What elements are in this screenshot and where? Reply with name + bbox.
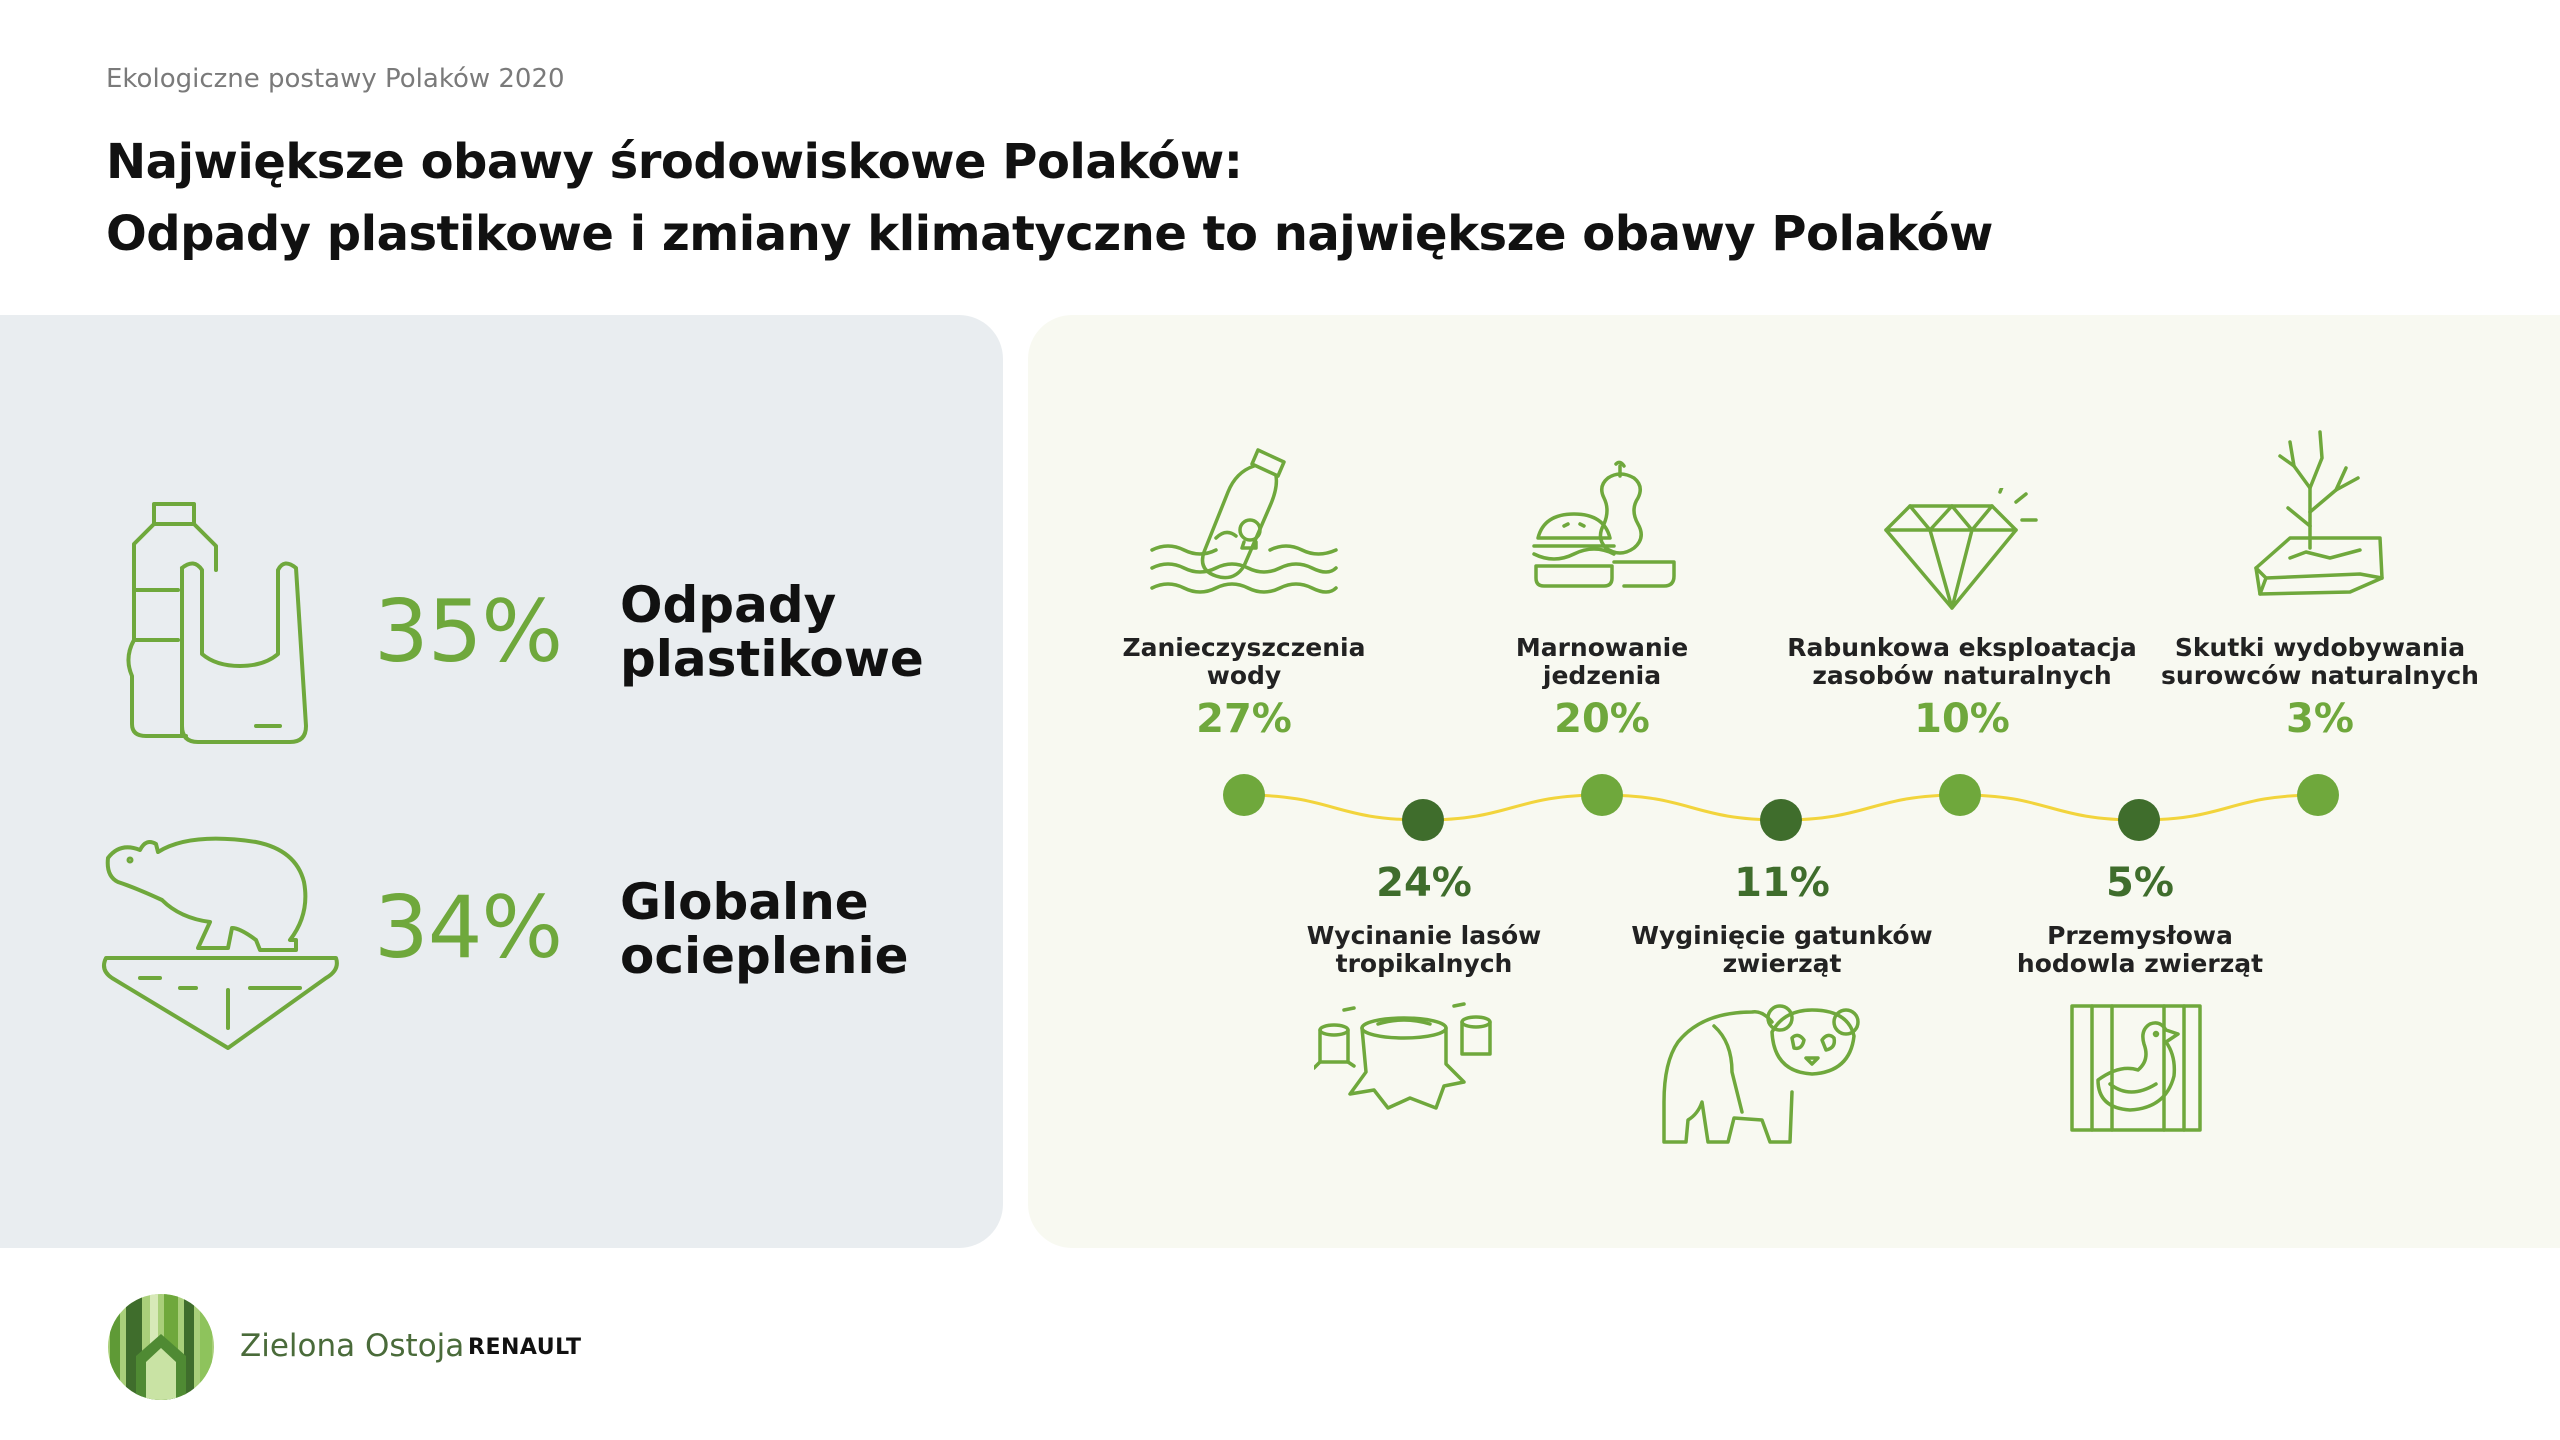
- category-percent-food: 20%: [1554, 696, 1650, 742]
- category-percent-farming: 5%: [2106, 860, 2174, 906]
- highlight-label-plastic-line-1: Odpady: [620, 576, 837, 634]
- forest-circle-logo-icon: [106, 1292, 216, 1402]
- category-label-mining-line-2: surowców naturalnych: [2161, 661, 2479, 690]
- category-label-food: [1422, 634, 1782, 690]
- category-label-farming: [1960, 922, 2320, 978]
- header-kicker: Ekologiczne postawy Polaków 2020: [106, 64, 565, 94]
- category-label-resources: [1782, 634, 2142, 690]
- highlight-label-warming-line-2: ocieplenie: [620, 927, 909, 985]
- data-point-4: [1760, 799, 1802, 841]
- category-percent-resources: 10%: [1914, 696, 2010, 742]
- data-point-7: [2297, 774, 2339, 816]
- category-label-mining-line-1: Skutki wydobywania: [2174, 633, 2466, 662]
- category-label-resources-line-2: zasobów naturalnych: [1812, 661, 2112, 690]
- category-label-species: [1602, 922, 1962, 978]
- data-point-5: [1939, 774, 1981, 816]
- category-label-water: [1064, 634, 1424, 690]
- category-label-species-line-2: zwierząt: [1722, 949, 1842, 978]
- data-point-1: [1223, 774, 1265, 816]
- data-point-6: [2118, 799, 2160, 841]
- page-title-line-2: Odpady plastikowe i zmiany klimatyczne to największe obawy Polaków: [106, 206, 1993, 262]
- category-label-resources-line-1: Rabunkowa eksploatacja: [1787, 633, 2137, 662]
- data-point-3: [1581, 774, 1623, 816]
- category-label-species-line-1: Wyginięcie gatunków: [1631, 921, 1933, 950]
- category-label-water-line-2: wody: [1206, 661, 1282, 690]
- data-point-2: [1402, 799, 1444, 841]
- category-label-farming-line-2: hodowla zwierząt: [2016, 949, 2264, 978]
- category-label-farming-line-1: Przemysłowa: [2047, 921, 2233, 950]
- highlight-percent-warming: 34%: [374, 878, 563, 978]
- category-percent-mining: 3%: [2286, 696, 2354, 742]
- category-label-forests-line-2: tropikalnych: [1335, 949, 1513, 978]
- highlight-percent-plastic: 35%: [374, 582, 563, 682]
- category-percent-species: 11%: [1734, 860, 1830, 906]
- category-label-water-line-1: Zanieczyszczenia: [1122, 633, 1366, 662]
- category-label-food-line-1: Marnowanie: [1515, 633, 1689, 662]
- category-label-forests: [1244, 922, 1604, 978]
- category-percent-water: 27%: [1196, 696, 1292, 742]
- page-title-line-1: Największe obawy środowiskowe Polaków:: [106, 134, 1243, 190]
- category-label-mining: [2140, 634, 2500, 690]
- footer-brand: Zielona Ostoja: [240, 1328, 465, 1364]
- highlight-label-plastic-line-2: plastikowe: [620, 630, 924, 688]
- highlight-label-warming-line-1: Globalne: [620, 873, 869, 931]
- footer-partner: RENAULT: [468, 1335, 582, 1360]
- category-label-forests-line-1: Wycinanie lasów: [1306, 921, 1542, 950]
- category-label-food-line-2: jedzenia: [1542, 661, 1662, 690]
- category-percent-forests: 24%: [1376, 860, 1472, 906]
